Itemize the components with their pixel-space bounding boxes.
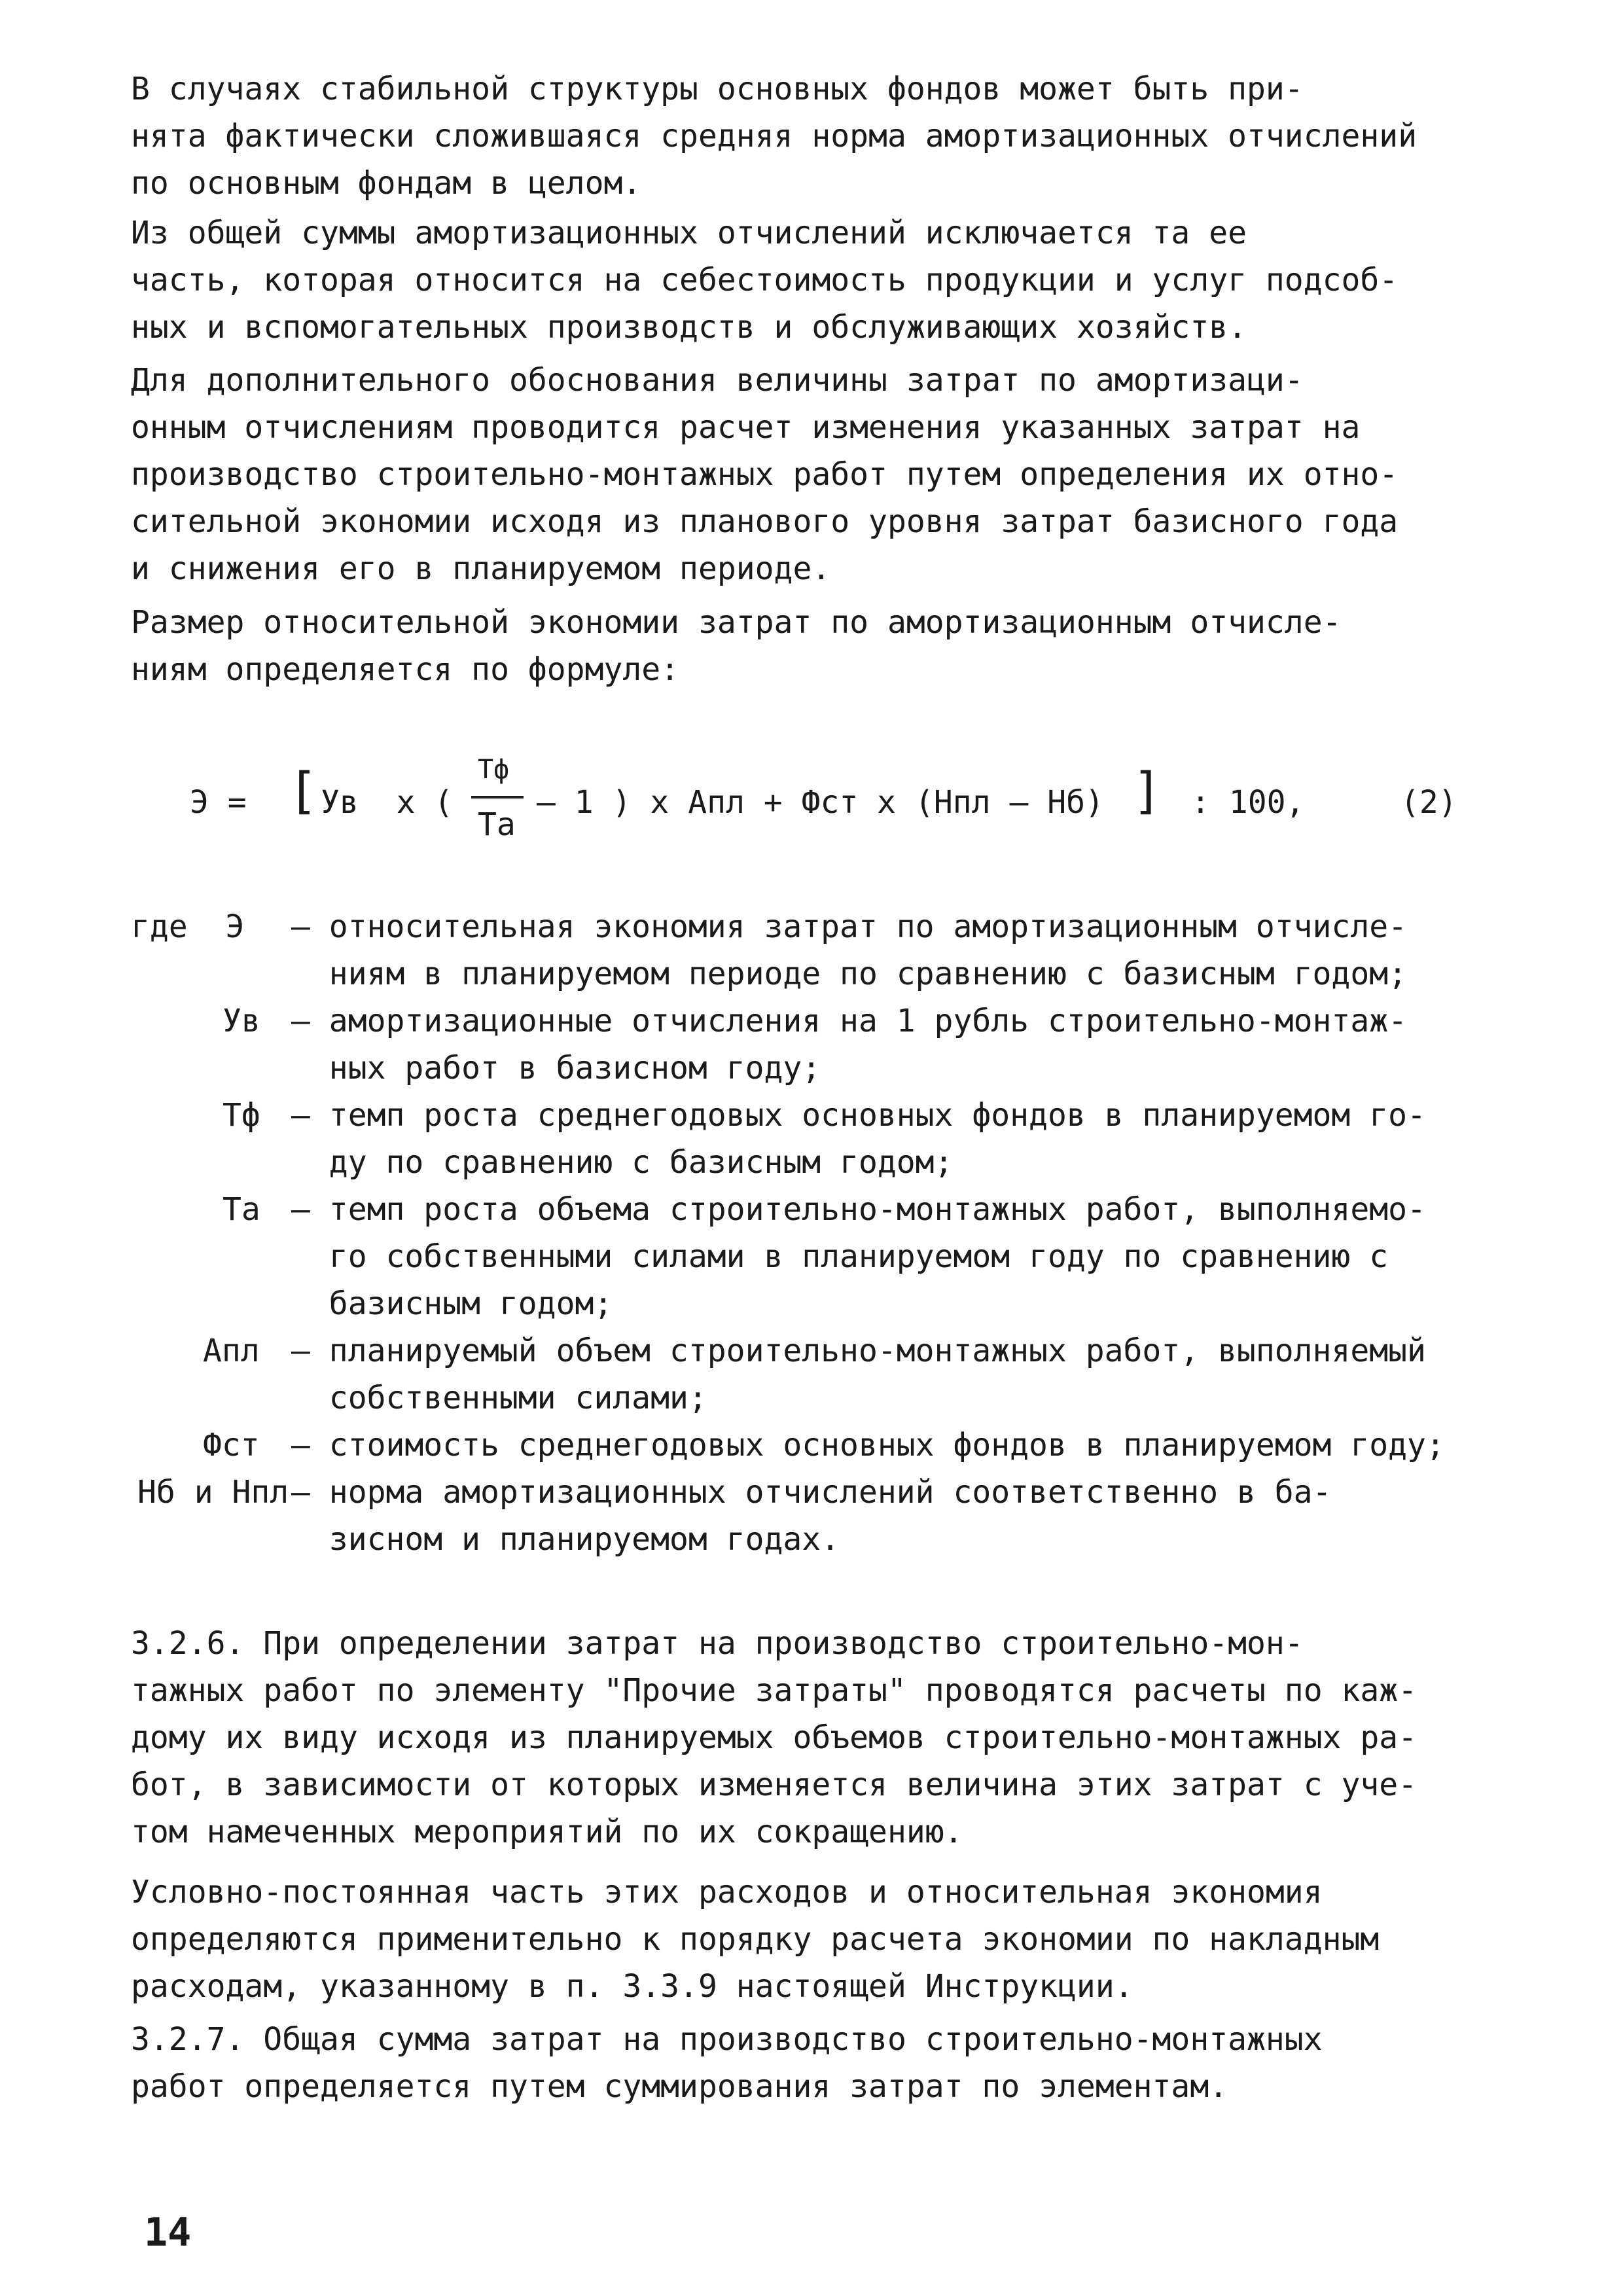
formula-term1: Ув х ( <box>321 784 454 821</box>
definition-symbol: Тф <box>223 1097 260 1134</box>
definition-text: – темп роста среднегодовых основных фондов в планируемом го- ду по сравнению с базисным годом; <box>291 1097 1426 1181</box>
definition-symbol: Нб и Нпл <box>137 1474 289 1511</box>
section-3-2-6: 3.2.6. При определении затрат на производство строительно-мон- тажных работ по элементу "Прочие затраты" проводятся расчеты по каж- дому их виду исходя из планируемых объемов строительно-монтажных ра- бот, в зависимости от которых изменяется величина этих затрат с уче- том намеченных мероприятий по их сокращению. <box>131 1625 1418 1850</box>
paragraph-exclusion: Из общей суммы амортизационных отчислений исключается та ее часть, которая относится на себестоимость продукции и услуг подсоб- ных и вспомогательных производств и обслуживающих хозяйств. <box>131 215 1399 346</box>
paragraph-justification: Для дополнительного обоснования величины затрат по амортизаци- онным отчислениям проводится расчет изменения указанных затрат на производство строительно-монтажных работ путем определения их отно- сительной экономии исходя из планового уровня затрат базисного года и снижения его в планируемом периоде. <box>131 362 1399 587</box>
formula-number: (2) <box>1400 784 1457 821</box>
definition-item <box>131 903 1518 997</box>
formula-bracket-close: ] <box>1132 761 1162 819</box>
formula-denominator: Та <box>478 806 516 843</box>
formula-fraction-bar <box>471 796 524 798</box>
definition-text: – относительная экономия затрат по амортизационным отчисле- ниям в планируемом периоде по сравнению с базисным годом; <box>291 908 1408 992</box>
definition-symbol: Ув <box>223 1003 260 1039</box>
paragraph-fixed-costs: Условно-постоянная часть этих расходов и относительная экономия определяются применительно к порядку расчета экономии по накладным расходам, указанному в п. 3.3.9 настоящей Инструкции. <box>131 1874 1380 2005</box>
definition-text: – темп роста объема строительно-монтажных работ, выполняемо- го собственными силами в планируемом году по сравнению с базисным годом; <box>291 1191 1426 1322</box>
definition-item <box>131 1422 1518 1469</box>
definition-text: – планируемый объем строительно-монтажных работ, выполняемый собственными силами; <box>291 1333 1426 1416</box>
paragraph-depreciation-norm: В случаях стабильной структуры основных фондов может быть при- нята фактически сложившаяся средняя норма амортизационных отчислений по основным фондам в целом. <box>131 71 1418 202</box>
page-number: 14 <box>144 2210 192 2255</box>
formula-2 <box>190 755 1499 844</box>
formula-bracket-open: [ <box>288 761 318 819</box>
definition-item <box>131 997 1518 1092</box>
section-3-2-7: 3.2.7. Общая сумма затрат на производство строительно-монтажных работ определяется путем суммирования затрат по элементам. <box>131 2021 1323 2105</box>
definition-text: – норма амортизационных отчислений соответственно в ба- зисном и планируемом годах. <box>291 1474 1332 1558</box>
formula-tail: : 100, <box>1191 784 1305 821</box>
definitions-list <box>131 903 1518 1563</box>
paragraph-formula-intro: Размер относительной экономии затрат по амортизационным отчисле- ниям определяется по формуле: <box>131 604 1342 688</box>
definition-item <box>131 1469 1518 1563</box>
definition-symbol: Фст <box>203 1427 260 1463</box>
definition-symbol: Апл <box>203 1333 260 1369</box>
formula-numerator: Тф <box>478 755 510 785</box>
definition-text: – амортизационные отчисления на 1 рубль строительно-монтаж- ных работ в базисном году; <box>291 1003 1408 1086</box>
definition-symbol: где Э <box>131 908 245 945</box>
formula-term2: – 1 ) х Апл + Фст х (Нпл – Нб) <box>537 784 1104 821</box>
formula-lhs: Э = <box>190 784 247 821</box>
definition-item <box>131 1186 1518 1327</box>
definition-symbol: Та <box>223 1191 260 1228</box>
definition-text: – стоимость среднегодовых основных фондов в планируемом году; <box>291 1427 1445 1463</box>
definition-item <box>131 1092 1518 1186</box>
definition-item <box>131 1327 1518 1422</box>
